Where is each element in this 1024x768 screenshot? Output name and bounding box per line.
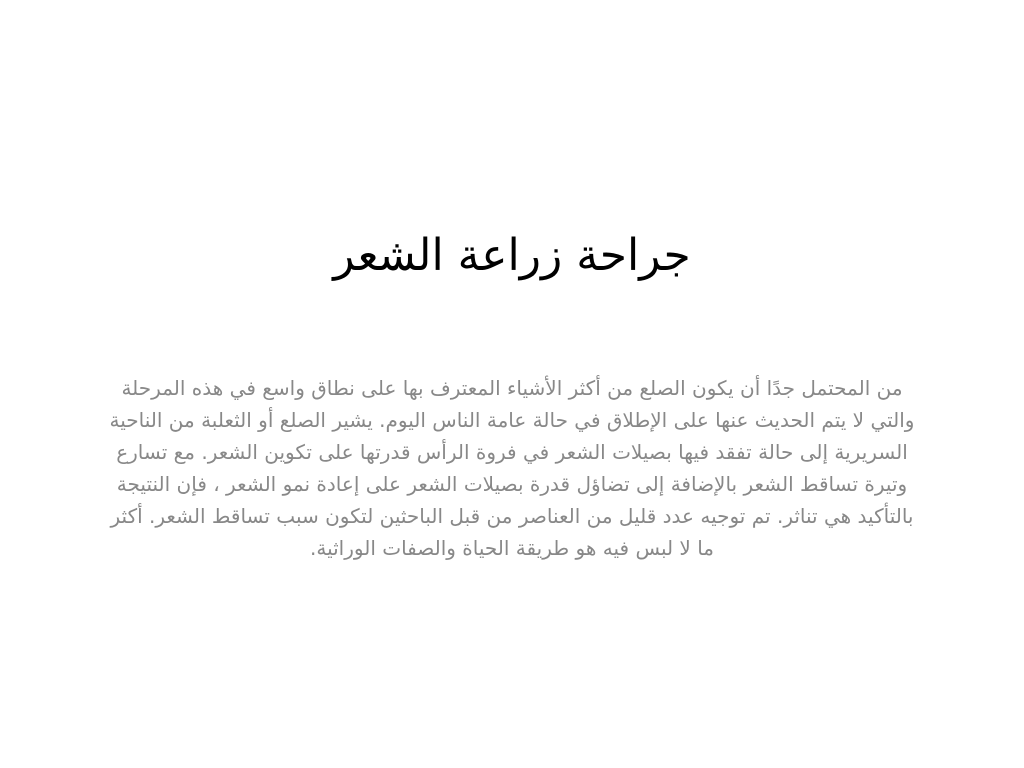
slide-title: جراحة زراعة الشعر bbox=[333, 229, 691, 281]
slide-body-text: من المحتمل جدًا أن يكون الصلع من أكثر الأشياء المعترف بها على نطاق واسع في هذه المرحلة والتي لا يتم الحديث عنها على الإطلاق في حالة عامة الناس اليوم. يشير الصلع أو الثعلبة من الناحية السريرية إلى حالة تفقد فيها بصيلات الشعر في فروة الرأس قدرتها على تكوين الشعر. مع تسارع وتيرة تساقط الشعر بالإضافة إلى تضاؤل قدرة بصيلات الشعر على إعادة نمو الشعر ، فإن النتيجة بالتأكيد هي تناثر. تم توجيه عدد قليل من العناصر من قبل الباحثين لتكون سبب تساقط الشعر. أكثر ما لا لبس فيه هو طريقة الحياة والصفات الوراثية. bbox=[109, 376, 915, 560]
